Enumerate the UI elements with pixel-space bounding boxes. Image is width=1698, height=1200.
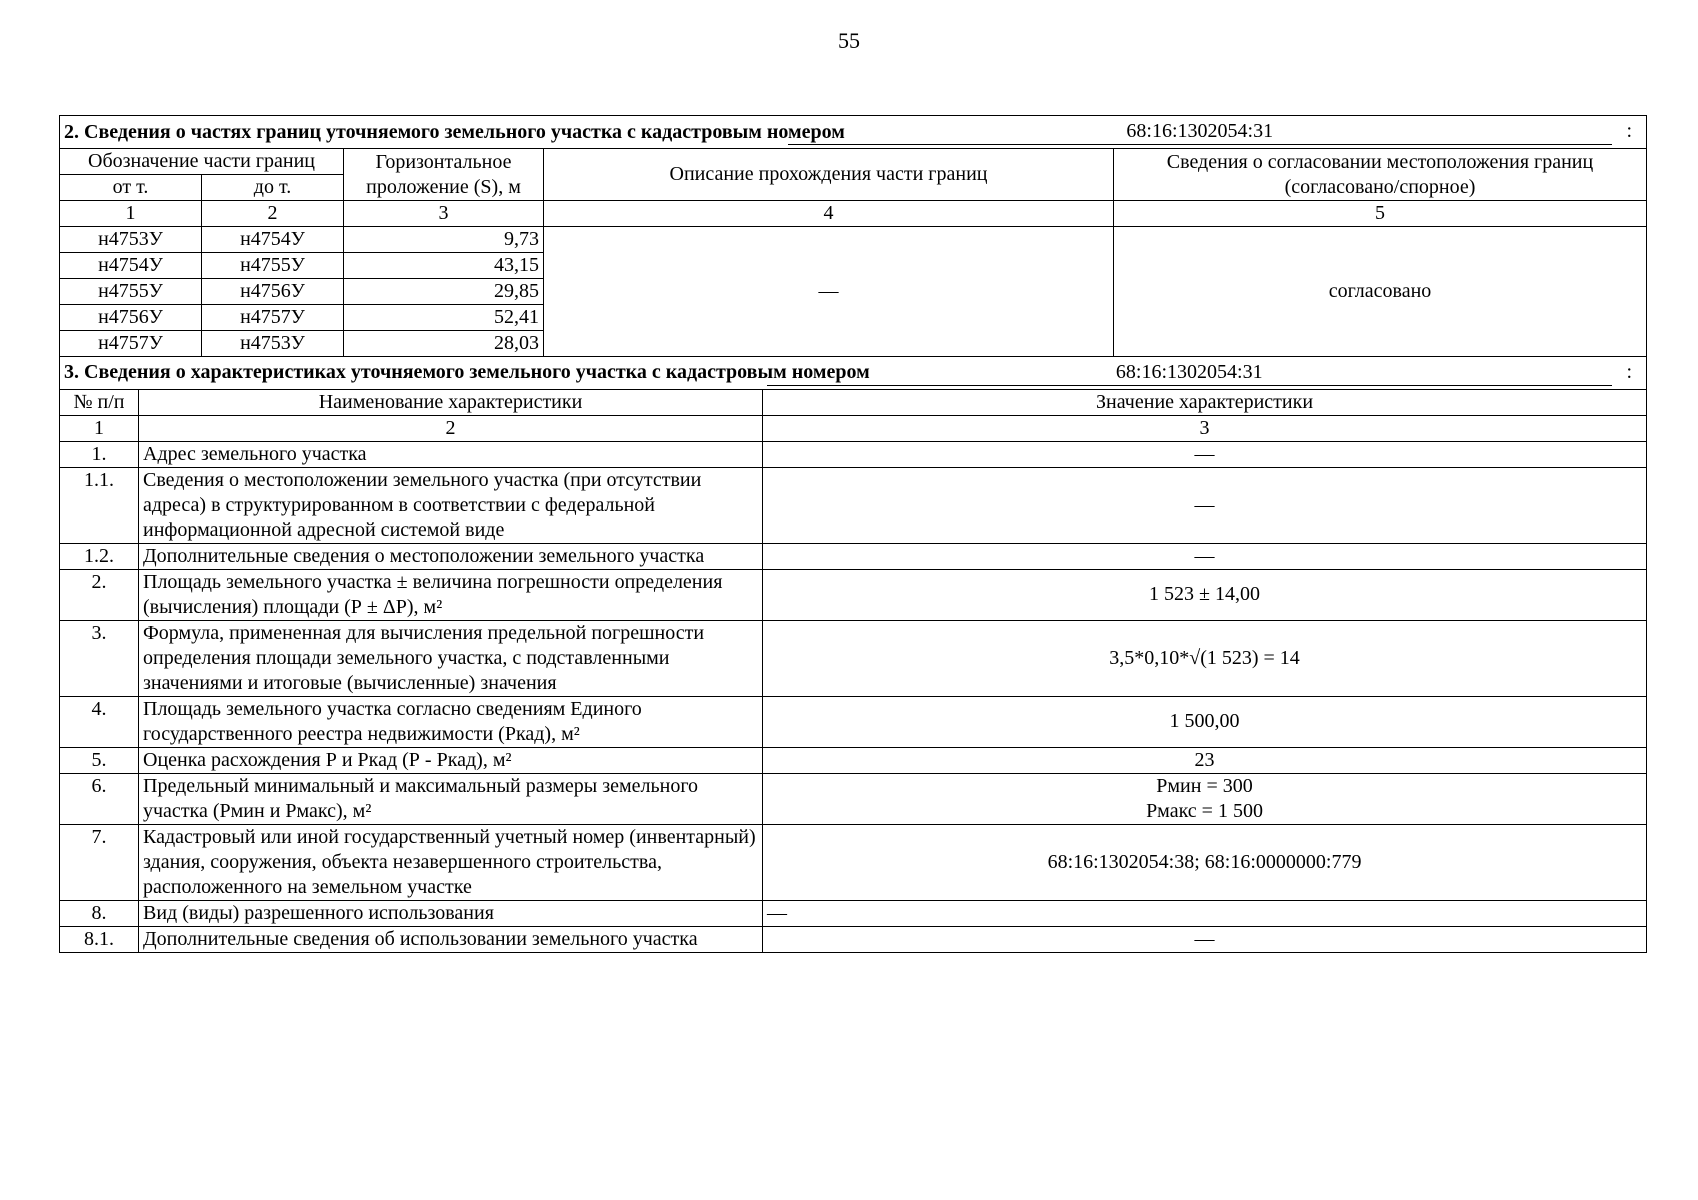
to-point: н4754У (202, 227, 344, 253)
table-row (60, 467, 1647, 543)
section3-title: 3. Сведения о характеристиках уточняемого земельного участка с кадастровым номером (60, 356, 763, 389)
column-number: 2 (139, 415, 763, 441)
row-number: 4. (60, 696, 139, 747)
table-row (60, 696, 1647, 747)
row-number: 5. (60, 747, 139, 773)
characteristic-value: — (763, 926, 1647, 952)
to-point: н4755У (202, 253, 344, 279)
to-point: н4757У (202, 305, 344, 331)
p-max-value: Рмакс = 1 500 (1146, 799, 1263, 822)
characteristic-name: Адрес земельного участка (139, 441, 763, 467)
row-number: 1.2. (60, 543, 139, 569)
length-value: 9,73 (344, 227, 544, 253)
characteristic-name: Площадь земельного участка ± величина погрешности определения (вычисления) площади (Р ± ΔР), м² (139, 569, 763, 620)
section3-cadastral-number: 68:16:1302054:31 (767, 360, 1613, 386)
table-row (60, 227, 1647, 253)
section2-col-header-row1 (60, 149, 1647, 175)
table-row (60, 620, 1647, 696)
characteristic-value: 23 (763, 747, 1647, 773)
characteristic-name: Дополнительные сведения об использовании земельного участка (139, 926, 763, 952)
section2-table (59, 115, 1647, 357)
section2-cadastral-cell (1114, 116, 1647, 149)
table-row (60, 441, 1647, 467)
num-header: № п/п (60, 389, 139, 415)
to-point-header: до т. (202, 175, 344, 201)
section3-table (59, 356, 1647, 953)
row-number: 1. (60, 441, 139, 467)
to-point: н4753У (202, 331, 344, 357)
column-number: 5 (1114, 201, 1647, 227)
characteristic-name: Вид (виды) разрешенного использования (139, 900, 763, 926)
section3-column-numbers (60, 415, 1647, 441)
column-number: 3 (344, 201, 544, 227)
to-point: н4756У (202, 279, 344, 305)
section3-header-row (60, 356, 1647, 389)
section3-cadastral-cell (763, 356, 1647, 389)
name-header: Наименование характеристики (139, 389, 763, 415)
characteristic-value: — (763, 543, 1647, 569)
table-row (60, 900, 1647, 926)
value-header: Значение характеристики (763, 389, 1647, 415)
horizontal-length-header: Горизонтальное проложение (S), м (344, 149, 544, 201)
from-point-header: от т. (60, 175, 202, 201)
characteristic-value: — (763, 900, 1647, 926)
characteristic-name: Формула, примененная для вычисления предельной погрешности определения площади земельного участка, с подставленными значениями и итоговые (вычисленные) значения (139, 620, 763, 696)
document-sheet (59, 115, 1646, 953)
row-number: 6. (60, 773, 139, 824)
table-row (60, 773, 1647, 824)
length-value: 29,85 (344, 279, 544, 305)
characteristic-name: Оценка расхождения Р и Ркад (Р - Ркад), м² (139, 747, 763, 773)
from-point: н4753У (60, 227, 202, 253)
length-value: 28,03 (344, 331, 544, 357)
section2-header-row (60, 116, 1647, 149)
characteristic-name: Площадь земельного участка согласно сведениям Единого государственного реестра недвижимости (Ркад), м² (139, 696, 763, 747)
column-number: 1 (60, 415, 139, 441)
p-min-value: Рмин = 300 (1156, 774, 1253, 797)
characteristic-name: Дополнительные сведения о местоположении земельного участка (139, 543, 763, 569)
row-number: 3. (60, 620, 139, 696)
table-row (60, 747, 1647, 773)
section2-colon: : (1626, 120, 1632, 142)
section3-col-header-row (60, 389, 1647, 415)
characteristic-value: — (763, 467, 1647, 543)
table-row (60, 569, 1647, 620)
characteristic-value: 1 523 ± 14,00 (763, 569, 1647, 620)
characteristic-name: Предельный минимальный и максимальный размеры земельного участка (Рмин и Рмакс), м² (139, 773, 763, 824)
characteristic-name: Сведения о местоположении земельного участка (при отсутствии адреса) в структурированном в соответствии с федеральной информационной адресной системой виде (139, 467, 763, 543)
row-number: 7. (60, 824, 139, 900)
page-number: 55 (838, 28, 860, 53)
row-number: 8.1. (60, 926, 139, 952)
section2-title: 2. Сведения о частях границ уточняемого земельного участка с кадастровым номером (60, 116, 1114, 149)
part-designation-header: Обозначение части границ (60, 149, 344, 175)
column-number: 2 (202, 201, 344, 227)
agreement-value: согласовано (1114, 227, 1647, 357)
length-value: 52,41 (344, 305, 544, 331)
from-point: н4757У (60, 331, 202, 357)
description-value: — (544, 227, 1114, 357)
characteristic-name: Кадастровый или иной государственный учетный номер (инвентарный) здания, сооружения, объекта незавершенного строительства, расположенного на земельном участке (139, 824, 763, 900)
column-number: 4 (544, 201, 1114, 227)
section2-cadastral-number: 68:16:1302054:31 (788, 119, 1613, 145)
column-number: 3 (763, 415, 1647, 441)
characteristic-value-cell (763, 773, 1647, 824)
table-row (60, 926, 1647, 952)
description-header: Описание прохождения части границ (544, 149, 1114, 201)
column-number: 1 (60, 201, 202, 227)
from-point: н4754У (60, 253, 202, 279)
section3-colon: : (1626, 360, 1633, 383)
row-number: 2. (60, 569, 139, 620)
table-row (60, 543, 1647, 569)
agreement-header: Сведения о согласовании местоположения границ (согласовано/спорное) (1114, 149, 1647, 201)
from-point: н4756У (60, 305, 202, 331)
table-row (60, 824, 1647, 900)
characteristic-value: 1 500,00 (763, 696, 1647, 747)
section2-column-numbers (60, 201, 1647, 227)
characteristic-value: 68:16:1302054:38; 68:16:0000000:779 (763, 824, 1647, 900)
row-number: 8. (60, 900, 139, 926)
characteristic-value: 3,5*0,10*√(1 523) = 14 (763, 620, 1647, 696)
from-point: н4755У (60, 279, 202, 305)
length-value: 43,15 (344, 253, 544, 279)
row-number: 1.1. (60, 467, 139, 543)
characteristic-value: — (763, 441, 1647, 467)
